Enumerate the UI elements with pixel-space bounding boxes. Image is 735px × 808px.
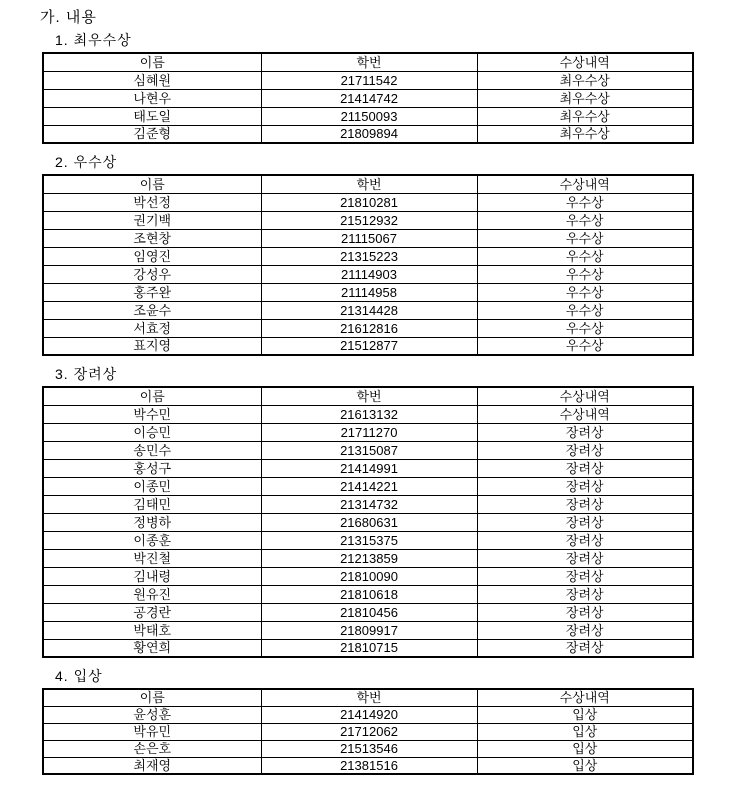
cell-name: 김준형 — [43, 125, 261, 143]
table-row — [43, 283, 693, 301]
cell-student-id: 21680631 — [261, 513, 477, 531]
cell-award: 우수상 — [477, 193, 693, 211]
cell-name: 박진철 — [43, 549, 261, 567]
table-row — [43, 319, 693, 337]
cell-award: 우수상 — [477, 247, 693, 265]
column-header-award: 수상내역 — [477, 387, 693, 405]
cell-student-id: 21381516 — [261, 757, 477, 774]
cell-student-id: 21414920 — [261, 706, 477, 723]
table-header-row — [43, 175, 693, 193]
column-header-award: 수상내역 — [477, 689, 693, 706]
cell-student-id: 21711542 — [261, 71, 477, 89]
column-header-name: 이름 — [43, 689, 261, 706]
table-row — [43, 423, 693, 441]
column-header-student-id: 학번 — [261, 175, 477, 193]
cell-name: 홍성구 — [43, 459, 261, 477]
cell-student-id: 21809917 — [261, 621, 477, 639]
table-row — [43, 621, 693, 639]
cell-name: 박유민 — [43, 723, 261, 740]
cell-name: 권기백 — [43, 211, 261, 229]
table-row — [43, 405, 693, 423]
cell-award: 입상 — [477, 740, 693, 757]
cell-award: 장려상 — [477, 513, 693, 531]
table-row — [43, 757, 693, 774]
cell-award: 우수상 — [477, 265, 693, 283]
table-row — [43, 71, 693, 89]
award-table-encouragement-prize — [42, 386, 694, 658]
cell-name: 표지영 — [43, 337, 261, 355]
cell-name: 강성우 — [43, 265, 261, 283]
section-encouragement-prize — [0, 366, 735, 658]
cell-award: 장려상 — [477, 585, 693, 603]
cell-award: 장려상 — [477, 567, 693, 585]
section-excellence-prize — [0, 154, 735, 356]
table-row — [43, 265, 693, 283]
cell-name: 김태민 — [43, 495, 261, 513]
table-row — [43, 549, 693, 567]
cell-student-id: 21512877 — [261, 337, 477, 355]
cell-award: 최우수상 — [477, 71, 693, 89]
cell-name: 이종민 — [43, 477, 261, 495]
table-row — [43, 247, 693, 265]
cell-name: 손은호 — [43, 740, 261, 757]
cell-student-id: 21150093 — [261, 107, 477, 125]
cell-student-id: 21314428 — [261, 301, 477, 319]
cell-student-id: 21315223 — [261, 247, 477, 265]
table-row — [43, 585, 693, 603]
cell-student-id: 21315375 — [261, 531, 477, 549]
cell-award: 최우수상 — [477, 125, 693, 143]
cell-award: 장려상 — [477, 621, 693, 639]
table-row — [43, 477, 693, 495]
cell-student-id: 21513546 — [261, 740, 477, 757]
cell-name: 박선정 — [43, 193, 261, 211]
table-row — [43, 193, 693, 211]
cell-award: 우수상 — [477, 301, 693, 319]
cell-student-id: 21414221 — [261, 477, 477, 495]
cell-name: 나현우 — [43, 89, 261, 107]
cell-name: 공경란 — [43, 603, 261, 621]
section-heading-encouragement-prize: 3. 장려상 — [55, 366, 118, 382]
section-participation-prize — [0, 668, 735, 775]
cell-name: 이종훈 — [43, 531, 261, 549]
table-row — [43, 125, 693, 143]
award-table-grand-prize — [42, 52, 694, 144]
column-header-student-id: 학번 — [261, 689, 477, 706]
table-row — [43, 567, 693, 585]
table-row — [43, 513, 693, 531]
table-row — [43, 211, 693, 229]
section-heading-participation-prize: 4. 입상 — [55, 668, 103, 684]
cell-name: 정병하 — [43, 513, 261, 531]
cell-name: 박태호 — [43, 621, 261, 639]
table-header-row — [43, 689, 693, 706]
cell-award: 장려상 — [477, 441, 693, 459]
cell-name: 조윤수 — [43, 301, 261, 319]
cell-award: 우수상 — [477, 337, 693, 355]
cell-name: 박수민 — [43, 405, 261, 423]
cell-name: 황연희 — [43, 639, 261, 657]
column-header-student-id: 학번 — [261, 53, 477, 71]
section-grand-prize — [0, 32, 735, 144]
cell-name: 임영진 — [43, 247, 261, 265]
cell-name: 심혜원 — [43, 71, 261, 89]
table-row — [43, 89, 693, 107]
section-heading-grand-prize: 1. 최우수상 — [55, 32, 132, 48]
cell-student-id: 21314732 — [261, 495, 477, 513]
cell-award: 장려상 — [477, 495, 693, 513]
cell-student-id: 21114903 — [261, 265, 477, 283]
cell-name: 송민수 — [43, 441, 261, 459]
column-header-name: 이름 — [43, 387, 261, 405]
cell-name: 태도일 — [43, 107, 261, 125]
cell-award: 장려상 — [477, 639, 693, 657]
cell-name: 최재영 — [43, 757, 261, 774]
cell-award: 최우수상 — [477, 89, 693, 107]
cell-award: 우수상 — [477, 229, 693, 247]
cell-name: 윤성훈 — [43, 706, 261, 723]
table-row — [43, 723, 693, 740]
cell-student-id: 21810715 — [261, 639, 477, 657]
table-row — [43, 301, 693, 319]
cell-award: 장려상 — [477, 477, 693, 495]
cell-student-id: 21810618 — [261, 585, 477, 603]
cell-name: 원유진 — [43, 585, 261, 603]
cell-student-id: 21809894 — [261, 125, 477, 143]
cell-award: 입상 — [477, 757, 693, 774]
cell-student-id: 21414742 — [261, 89, 477, 107]
cell-student-id: 21213859 — [261, 549, 477, 567]
table-header-row — [43, 387, 693, 405]
table-row — [43, 603, 693, 621]
table-row — [43, 107, 693, 125]
cell-name: 이승민 — [43, 423, 261, 441]
cell-student-id: 21613132 — [261, 405, 477, 423]
column-header-award: 수상내역 — [477, 175, 693, 193]
cell-student-id: 21414991 — [261, 459, 477, 477]
table-row — [43, 531, 693, 549]
table-row — [43, 459, 693, 477]
cell-award: 우수상 — [477, 319, 693, 337]
cell-student-id: 21612816 — [261, 319, 477, 337]
cell-student-id: 21512932 — [261, 211, 477, 229]
table-row — [43, 639, 693, 657]
cell-award: 입상 — [477, 706, 693, 723]
award-table-participation-prize — [42, 688, 694, 775]
section-heading-excellence-prize: 2. 우수상 — [55, 154, 118, 170]
cell-student-id: 21711270 — [261, 423, 477, 441]
doc-title: 가. 내용 — [40, 9, 97, 26]
cell-name: 서효정 — [43, 319, 261, 337]
table-row — [43, 495, 693, 513]
column-header-student-id: 학번 — [261, 387, 477, 405]
cell-award: 입상 — [477, 723, 693, 740]
cell-award: 수상내역 — [477, 405, 693, 423]
cell-award: 우수상 — [477, 211, 693, 229]
column-header-name: 이름 — [43, 53, 261, 71]
table-row — [43, 441, 693, 459]
cell-name: 김내령 — [43, 567, 261, 585]
cell-student-id: 21115067 — [261, 229, 477, 247]
cell-student-id: 21810281 — [261, 193, 477, 211]
cell-name: 홍주완 — [43, 283, 261, 301]
cell-award: 장려상 — [477, 531, 693, 549]
cell-student-id: 21712062 — [261, 723, 477, 740]
cell-award: 우수상 — [477, 283, 693, 301]
cell-award: 최우수상 — [477, 107, 693, 125]
cell-award: 장려상 — [477, 423, 693, 441]
cell-student-id: 21810090 — [261, 567, 477, 585]
column-header-award: 수상내역 — [477, 53, 693, 71]
table-row — [43, 706, 693, 723]
cell-award: 장려상 — [477, 549, 693, 567]
award-table-excellence-prize — [42, 174, 694, 356]
cell-award: 장려상 — [477, 459, 693, 477]
table-row — [43, 740, 693, 757]
cell-award: 장려상 — [477, 603, 693, 621]
cell-student-id: 21810456 — [261, 603, 477, 621]
table-header-row — [43, 53, 693, 71]
cell-student-id: 21114958 — [261, 283, 477, 301]
table-row — [43, 337, 693, 355]
column-header-name: 이름 — [43, 175, 261, 193]
table-row — [43, 229, 693, 247]
cell-name: 조현창 — [43, 229, 261, 247]
cell-student-id: 21315087 — [261, 441, 477, 459]
